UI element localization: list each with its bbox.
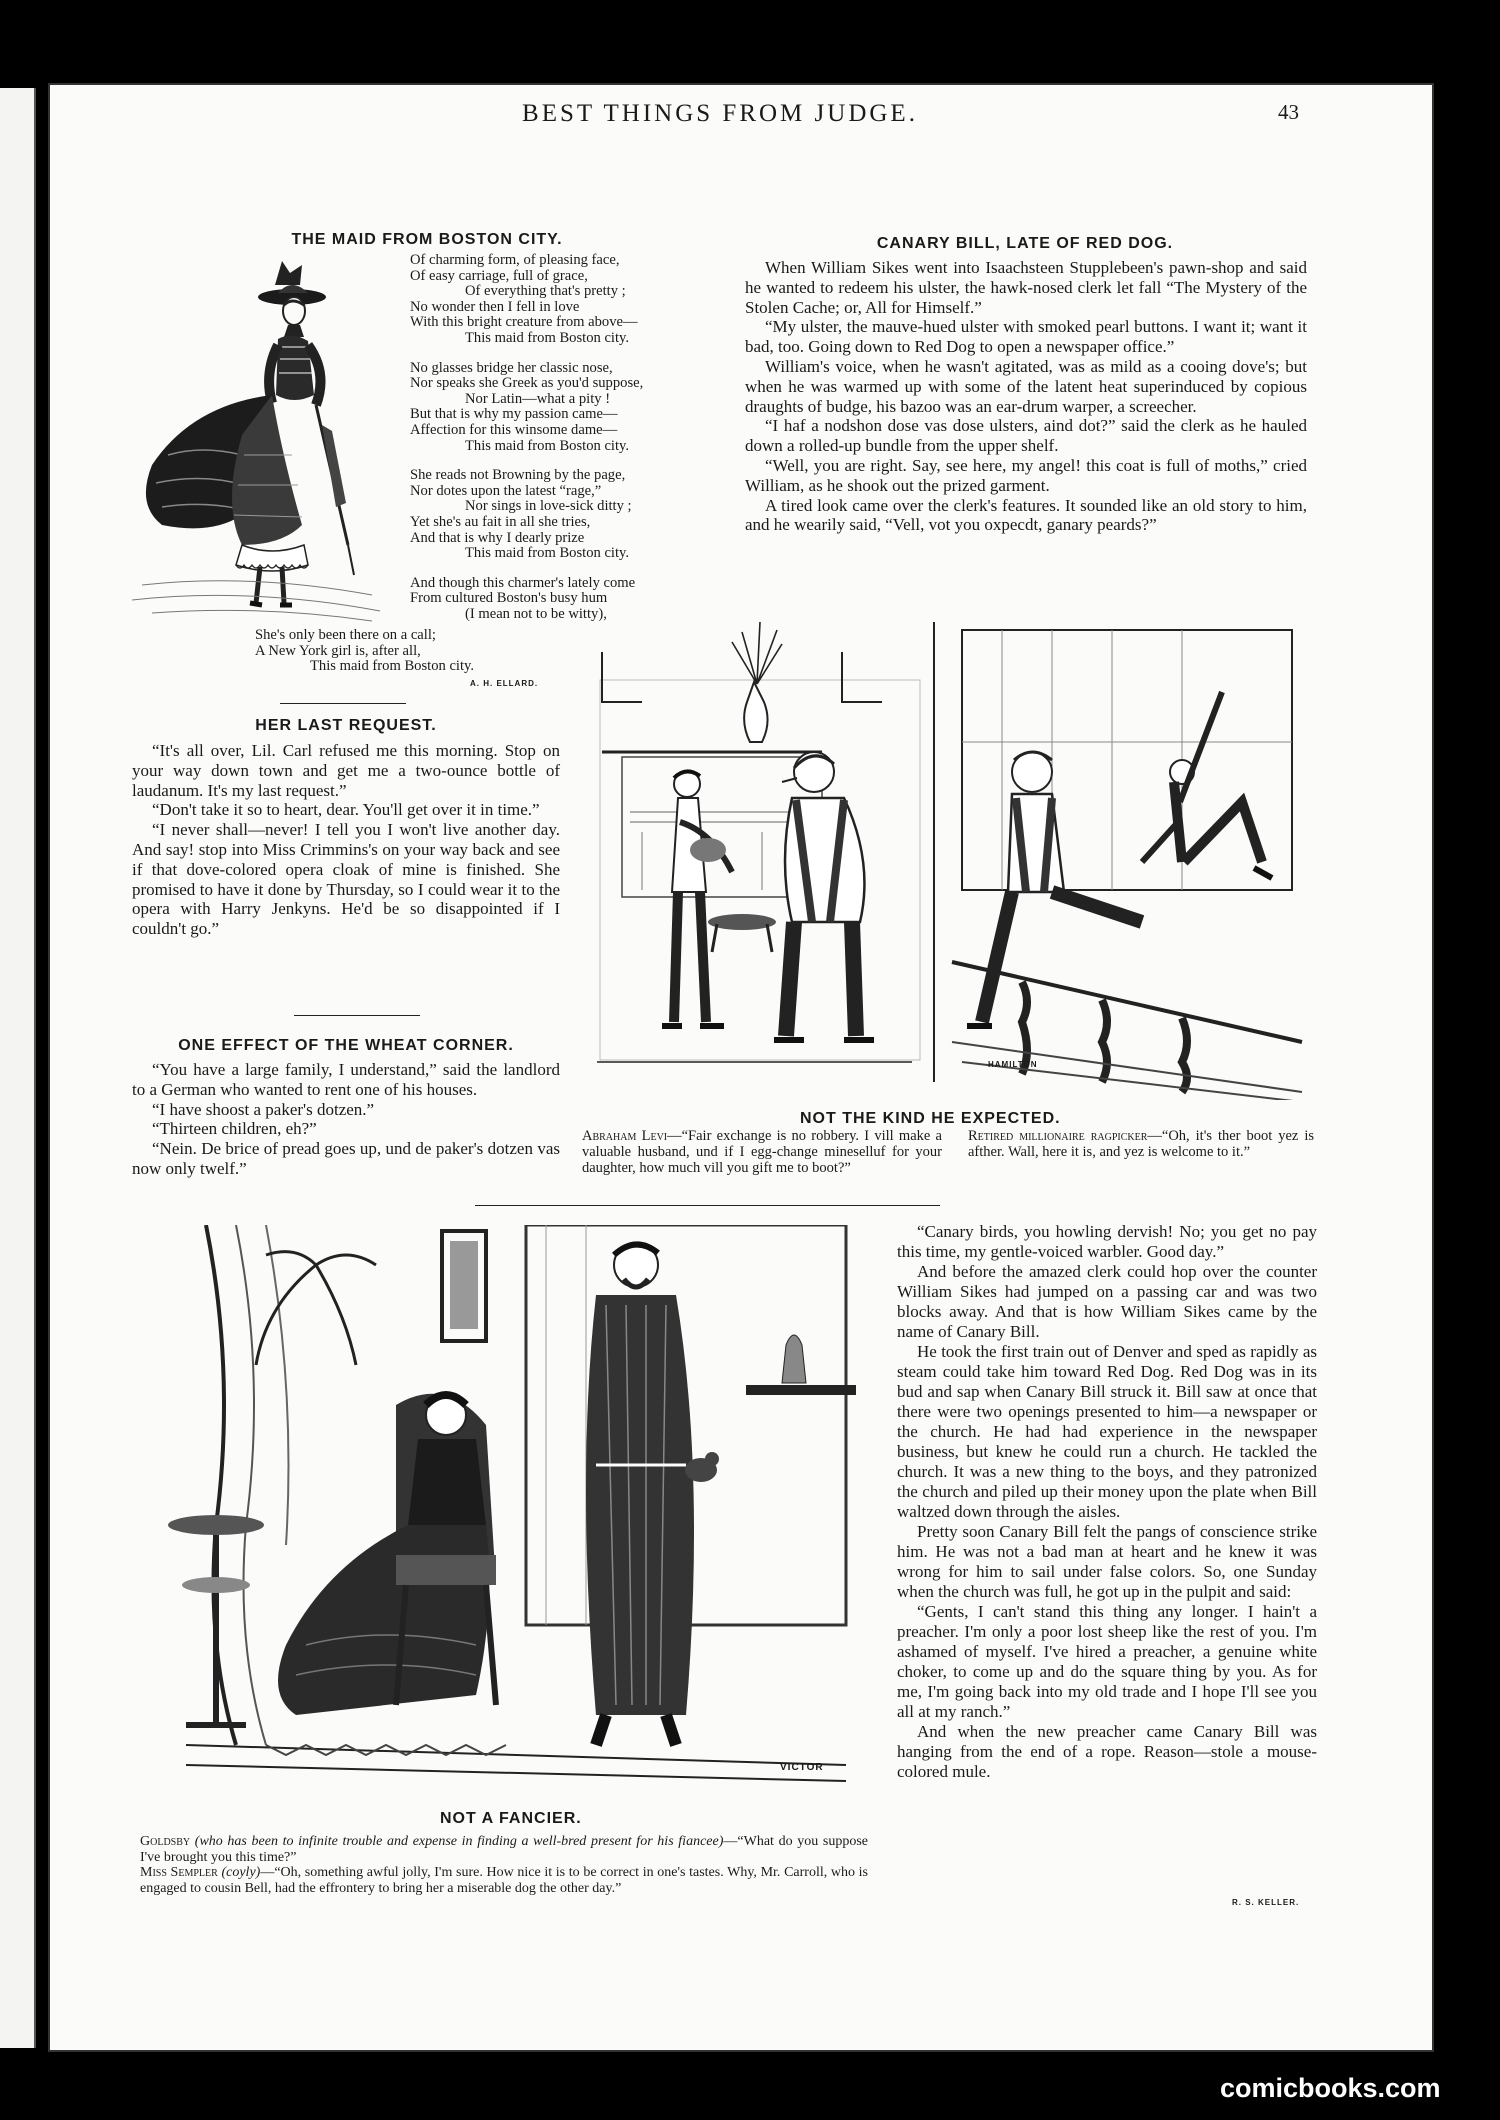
- poem-line: This maid from Boston city.: [310, 658, 475, 675]
- paragraph: “I never shall—never! I tell you I won't live another day. And say! stop into Miss Crimmins's on your way back and see if that dove-colored opera cloak of mine is finished. She promised to have it done by Thursday, so I could wear it to the opera with Harry Jenkyns. He'd be so disappointed if I couldn't go.”: [132, 820, 560, 939]
- caption-line-1: [140, 1834, 868, 1865]
- right-panel: [952, 630, 1302, 1100]
- caption-text: —“Oh, it's ther boot yez is afther. Wall, here it is, and yez is welcome to it.”: [968, 1128, 1314, 1160]
- page-number: 43: [1278, 100, 1299, 124]
- kind-caption-left: [582, 1128, 942, 1176]
- paragraph: “Nein. De brice of pread goes up, und de paker's dotzen vas now only twelf.”: [132, 1139, 560, 1178]
- watermark: comicbooks.com: [1220, 2073, 1441, 2103]
- paragraph: And before the amazed clerk could hop over the counter William Sikes had jumped on a passing car and was two blocks away. And that is how William Sikes came by the name of Canary Bill.: [897, 1262, 1317, 1341]
- canary-title: CANARY BILL, LATE OF RED DOG.: [876, 235, 1174, 252]
- poem-line: Affection for this winsome dame—: [410, 421, 618, 438]
- running-head: BEST THINGS FROM JUDGE.: [522, 100, 918, 127]
- poem-line: Nor Latin—what a pity !: [465, 390, 611, 407]
- canary-body-bottom: [897, 1222, 1317, 1782]
- not-a-fancier-illustration: [146, 1225, 858, 1785]
- poem-stanza-3: [410, 468, 710, 562]
- paragraph: William's voice, when he wasn't agitated, was as mild as a cooing dove's; but when he was warmed up with some of the latent heat superinduced by copious draughts of budge, his bazoo was an ear-drum warper, a screecher.: [745, 356, 1307, 416]
- poem-line: Of easy carriage, full of grace,: [410, 267, 588, 284]
- paragraph: “It's all over, Lil. Carl refused me this morning. Stop on your way down town and get me a two-ounce bottle of laudanum. It's my last request.”: [132, 741, 560, 800]
- canary-author: R. S. KELLER.: [1232, 1898, 1300, 1907]
- maid-poem-tail: [255, 628, 575, 675]
- paragraph: “I haf a nodshon dose vas dose ulsters, aind dot?” said the clerk as he hauled down a rolled-up bundle from the upper shelf.: [745, 416, 1307, 456]
- paragraph: “Thirteen children, eh?”: [152, 1119, 317, 1139]
- caption-speaker: Abraham Levi: [582, 1128, 668, 1144]
- caption-stage-direction: (who has been to infinite trouble and expense in finding a well-bred present for his fiancee): [194, 1834, 724, 1849]
- paragraph: When William Sikes went into Isaachsteen Stupplebeen's pawn-shop and said he wanted to redeem his ulster, the hawk-nosed clerk let fall “The Mystery of the Stolen Cache; or, All for Himself.”: [745, 258, 1307, 317]
- poem-stanza-1: [410, 253, 710, 347]
- caption-text: —“What do you suppose I've brought you this time?”: [140, 1834, 868, 1865]
- poem-line: And that is why I dearly prize: [410, 529, 585, 546]
- paragraph: “Don't take it so to heart, dear. You'll get over it in time.”: [152, 800, 540, 820]
- fancier-caption: [140, 1834, 868, 1896]
- poem-line: Nor speaks she Greek as you'd suppose,: [410, 375, 644, 392]
- divider: [280, 703, 406, 704]
- caption-stage-direction: (coyly): [221, 1865, 261, 1881]
- paragraph: “My ulster, the mauve-hued ulster with smoked pearl buttons. I want it; want it bad, too. Going down to Red Dog to open a newspaper office.”: [745, 317, 1307, 357]
- poem-line: Nor sings in love-sick ditty ;: [465, 498, 632, 515]
- kind-caption-right: [968, 1128, 1314, 1160]
- wheat-body: [132, 1060, 560, 1179]
- previous-page-edge: [0, 88, 36, 2048]
- last-request-title: HER LAST REQUEST.: [255, 717, 437, 734]
- poem-stanza-2: [410, 361, 710, 455]
- poem-line: This maid from Boston city.: [465, 545, 630, 562]
- maid-poem: [410, 253, 710, 636]
- boston-maid-illustration: [132, 255, 382, 627]
- caption-line-2: [140, 1865, 868, 1896]
- paragraph: And when the new preacher came Canary Bill was hanging from the end of a rope. Reason—stole a mouse-colored mule.: [897, 1722, 1317, 1781]
- fancier-title: NOT A FANCIER.: [440, 1810, 582, 1827]
- paragraph: A tired look came over the clerk's features. It sounded like an old story to him, and he wearily said, “Vell, vot you oxpecdt, ganary peards?”: [745, 495, 1307, 535]
- caption-speaker: Retired millionaire ragpicker: [968, 1128, 1148, 1144]
- poem-line: This maid from Boston city.: [465, 329, 630, 346]
- poem-stanza-4: [410, 576, 710, 623]
- poem-line: From cultured Boston's busy hum: [410, 590, 608, 607]
- caption-speaker: Goldsby: [140, 1834, 191, 1849]
- paragraph: “Canary birds, you howling dervish! No; you get no pay this time, my gentle-voiced warbler. Good day.”: [897, 1222, 1317, 1261]
- maid-title: THE MAID FROM BOSTON CITY.: [291, 231, 563, 248]
- caption-speaker: Miss Sempler: [140, 1865, 218, 1881]
- caption-text: —“Fair exchange is no robbery. I vill make a valuable husband, und if I egg-change mineselluf for your daughter, how much vill you gift me to boot?”: [582, 1128, 942, 1176]
- canary-body-top: [745, 258, 1307, 535]
- poem-line: Yet she's au fait in all she tries,: [410, 513, 591, 530]
- poem-line: But that is why my passion came—: [410, 406, 618, 423]
- poem-line: No glasses bridge her classic nose,: [410, 359, 613, 376]
- caption-text: —“Oh, something awful jolly, I'm sure. How nice it is to be correct in one's tastes. Why, Mr. Carroll, who is engaged to cousin Bell, had the effrontery to bring her a miserable dog the other day.”: [140, 1865, 868, 1896]
- maid-author: A. H. ELLARD.: [470, 679, 539, 688]
- paragraph: Pretty soon Canary Bill felt the pangs of conscience strike him. He was not a bad man at heart and he knew it was wrong for him to sail under false colors. So, one Sunday when the church was full, he got up in the pulpit and said:: [897, 1522, 1317, 1601]
- poem-line: No wonder then I fell in love: [410, 298, 580, 315]
- divider: [475, 1205, 940, 1206]
- paragraph: “Gents, I can't stand this thing any longer. I hain't a preacher. I'm only a poor lost sheep like the rest of you. I'm ashamed of myself. I've hired a preacher, a genuine white choker, to come up and do the square thing by you. As for me, I'm going back into my old trade and I hope I'll see you all at my ranch.”: [897, 1602, 1317, 1721]
- poem-line: Of charming form, of pleasing face,: [410, 252, 620, 268]
- poem-line: She's only been there on a call;: [255, 627, 436, 643]
- paragraph: “I have shoost a paker's dotzen.”: [152, 1099, 375, 1119]
- paragraph: “Well, you are right. Say, see here, my angel! this coat is full of moths,” cried William, as he shook out the prized garment.: [745, 455, 1307, 495]
- poem-line: Nor dotes upon the latest “rage,”: [410, 482, 602, 499]
- poem-line: This maid from Boston city.: [465, 437, 630, 454]
- wheat-title: ONE EFFECT OF THE WHEAT CORNER.: [178, 1037, 514, 1054]
- not-the-kind-illustration: [582, 622, 1312, 1100]
- poem-line: She reads not Browning by the page,: [410, 467, 626, 484]
- paragraph: He took the first train out of Denver and sped as rapidly as steam could take him toward Red Dog. Red Dog was in its bud and sap when Canary Bill struck it. Bill saw at once that there were two openings presented to him—a newspaper or the church. He had had experience in the newspaper business, but knew he could run a church. He tackled the church. It was a new thing to the boys, and they patronized the church and piled up their money upon the plate when Bill waltzed down through the aisles.: [897, 1342, 1317, 1521]
- poem-line: Of everything that's pretty ;: [465, 283, 626, 300]
- fancier-artist-signature: VICTOR: [780, 1762, 824, 1773]
- last-request-body: [132, 741, 560, 939]
- poem-line: A New York girl is, after all,: [255, 642, 421, 659]
- poem-line: With this bright creature from above—: [410, 314, 638, 331]
- poem-line: (I mean not to be witty),: [465, 605, 607, 622]
- paragraph: “You have a large family, I understand,” said the landlord to a German who wanted to rent one of his houses.: [132, 1060, 560, 1099]
- divider: [294, 1015, 420, 1016]
- poem-line: And though this charmer's lately come: [410, 574, 636, 591]
- kind-title: NOT THE KIND HE EXPECTED.: [800, 1110, 1061, 1127]
- kind-artist-signature: HAMILTON: [988, 1060, 1038, 1069]
- left-panel: [597, 622, 920, 1062]
